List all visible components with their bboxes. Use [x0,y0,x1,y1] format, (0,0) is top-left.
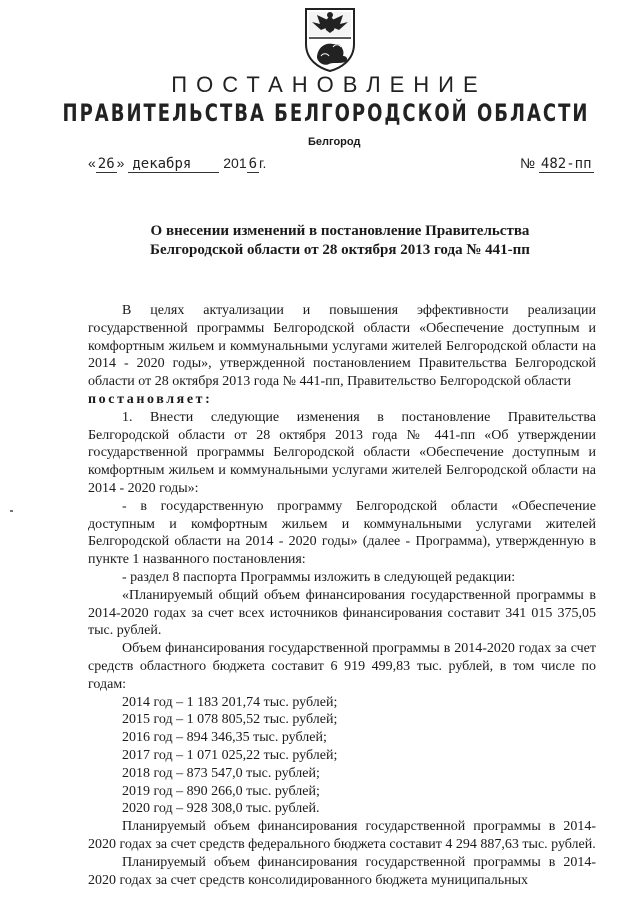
city-label: Белгород [308,136,361,148]
date-close-quote: » [116,155,125,171]
paragraph-section-8: - раздел 8 паспорта Программы изложить в следующей редакции: [122,569,516,585]
coat-of-arms-emblem [303,6,357,72]
paragraph-regional-budget: Объем финансирования государственной программы в 2014-2020 годах за счет средств областного бюджета составит 6 919 499,83 тыс. рублей, в том числе по годам: [88,641,596,692]
year-line-2016: 2016 год – 894 346,35 тыс. рублей; [122,730,327,746]
document-number [520,155,594,172]
number-prefix: № [520,155,536,171]
paragraph-program-change: - в государственную программу Белгородской области «Обеспечение доступным и комфортным жильем и коммунальными услугами жителей Белгородской области на 2014 - 2020 годы» (далее - Программа), утвержденную в пункте 1 названного постановления: [88,498,596,568]
document-type-title: ПОСТАНОВЛЕНИЕ [171,72,487,97]
document-body [88,302,596,889]
issuer-title: ПРАВИТЕЛЬСТВА БЕЛГОРОДСКОЙ ОБЛАСТИ [62,99,590,128]
year-line-2019: 2019 год – 890 266,0 тыс. рублей; [122,783,320,799]
date-year-handwritten: 6 [248,156,258,172]
scan-mark [10,510,13,512]
subject-line-1: О внесении изменений в постановление Правительства [150,223,530,239]
year-line-2020: 2020 год – 928 308,0 тыс. рублей. [122,801,320,817]
date-year-prefix: 201 [223,155,247,171]
year-line-2014: 2014 год – 1 183 201,74 тыс. рублей; [122,694,338,710]
year-line-2018: 2018 год – 873 547,0 тыс. рублей; [122,765,320,781]
year-line-2015: 2015 год – 1 078 805,52 тыс. рублей; [122,712,338,728]
resolves-keyword: постановляет: [88,391,213,407]
date-month: декабря [128,156,219,173]
paragraph-municipal-budget: Планируемый объем финансирования государственной программы в 2014-2020 годах за счет средств консолидированного бюджета муниципальных [88,854,596,888]
paragraph-federal-budget: Планируемый объем финансирования государственной программы в 2014-2020 годах за счет средств федерального бюджета составит 4 294 887,63 тыс. рублей. [88,819,596,852]
paragraph-item-1: 1. Внести следующие изменения в постановление Правительства Белгородской области от 28 октября 2013 года № 441-пп «Об утверждении государственной программы Белгородской области «Обеспечение доступным и комфортным жильем и коммунальными услугами жителей Белгородской области на 2014 - 2020 годы»: [88,409,596,496]
paragraph-total-financing: «Планируемый общий объем финансирования государственной программы в 2014-2020 годах за счет всех источников финансирования составит 341 015 375,05 тыс. рублей. [88,587,596,639]
paragraph-resolves [88,391,596,409]
date-year-suffix: г. [259,155,267,171]
date-open-quote: « [88,155,96,171]
number-value: 482-пп [540,156,592,172]
year-line-2017: 2017 год – 1 071 025,22 тыс. рублей; [122,747,338,763]
paragraph-preamble: В целях актуализации и повышения эффективности реализации государственной программы Белгородской области «Обеспечение доступным и комфортным жильем и коммунальными услугами жителей Белгородской области на 2014 - 2020 годы», утвержденной постановлением Правительства Белгородской области от 28 октября 2013 года № 441-пп, Правительство Белгородской области [88,303,596,390]
document-subject [90,222,590,260]
date-day: 26 [97,156,115,172]
subject-line-2: Белгородской области от 28 октября 2013 года № 441-пп [150,242,530,258]
document-date [88,155,266,172]
